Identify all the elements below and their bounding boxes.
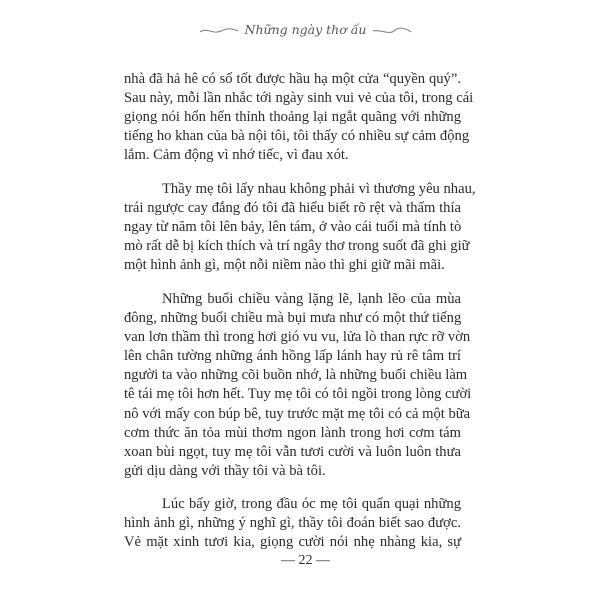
text-line: giọng nói hổn hển thỉnh thoảng lại ngắt quãng với những [124,109,461,126]
left-flourish-icon [199,26,239,36]
paragraph [124,70,474,165]
text-line: đông, những buổi chiều mà bụi mưa như có một thứ tiếng [124,310,462,327]
paragraph [124,495,461,552]
text-line: lắm. Cảm động vì nhớ tiếc, vì đau xót. [124,147,349,164]
paragraph [124,290,472,481]
text-line: tê tái mẹ tôi hơn hết. Tuy mẹ tôi có tôi ngồi trong lòng cười [124,386,472,403]
text-line: tiếng ho khan của bà nội tôi, tôi thấy có nhiều sự cảm động [124,128,470,145]
text-line: nô với mấy con búp bê, tuy trước mặt mẹ tôi có cả một bữa [124,405,471,422]
text-line: Lúc bấy giờ, trong đầu óc mẹ tôi quẩn quại những [162,496,461,512]
text-line: van lơn thầm thì trong hơi gió vu vu, lửa lò than rực rỡ vờn [124,329,471,346]
running-title: Những ngày thơ ấu [244,22,367,37]
text-line: Vẻ mặt xinh tươi kia, giọng cười nói nhẹ nhàng kia, sự [124,534,461,551]
text-line: Những buổi chiều vàng lặng lẽ, lạnh lẽo của mùa [162,291,461,307]
text-line: hình ảnh gì, những ý nghĩ gì, thầy tôi đoán biết sao được. [124,515,461,532]
text-line: lên chân tường những ánh hồng lấp lánh hay rủ rê tâm trí [124,348,461,365]
text-line: xoan bùi ngọt, tuy mẹ tôi vẫn tươi cười và luôn luôn thưa [124,443,461,460]
text-line: người ta vào những cõi buồn nhớ, là những buổi chiều làm [124,367,468,384]
text-line: một hình ảnh gì, một nỗi niềm nào thì ghi giữ mãi mãi. [124,257,445,274]
text-line: Thầy mẹ tôi lấy nhau không phải vì thương yêu nhau, [162,181,476,197]
right-flourish-icon [372,26,412,36]
text-line: nhà đã hả hê có số tốt được hầu hạ một cửa “quyền quý”. [124,71,461,87]
running-header [0,22,611,37]
paragraph [124,180,476,275]
text-line: ngay từ năm tôi lên bảy, lên tám, ở vào cái tuổi mà tính tò [124,219,462,236]
text-line: gửi dịu dàng với thầy tôi và bà tôi. [124,462,326,479]
page-number: — 22 — [281,553,330,568]
text-line: trái ngược cay đắng đó tôi đã hiểu biết rõ rệt và thấm thía [124,200,461,217]
text-line: mò rất dễ bị kích thích và trí ngây thơ trong suốt đã ghi giữ [124,238,470,255]
text-line: cơm thức ăn tỏa mùi thơm ngon lành trong hơi cơm tám [124,424,461,441]
text-line: Sau này, mỗi lần nhắc tới ngày sinh vui vẻ của tôi, trong cái [124,90,474,107]
